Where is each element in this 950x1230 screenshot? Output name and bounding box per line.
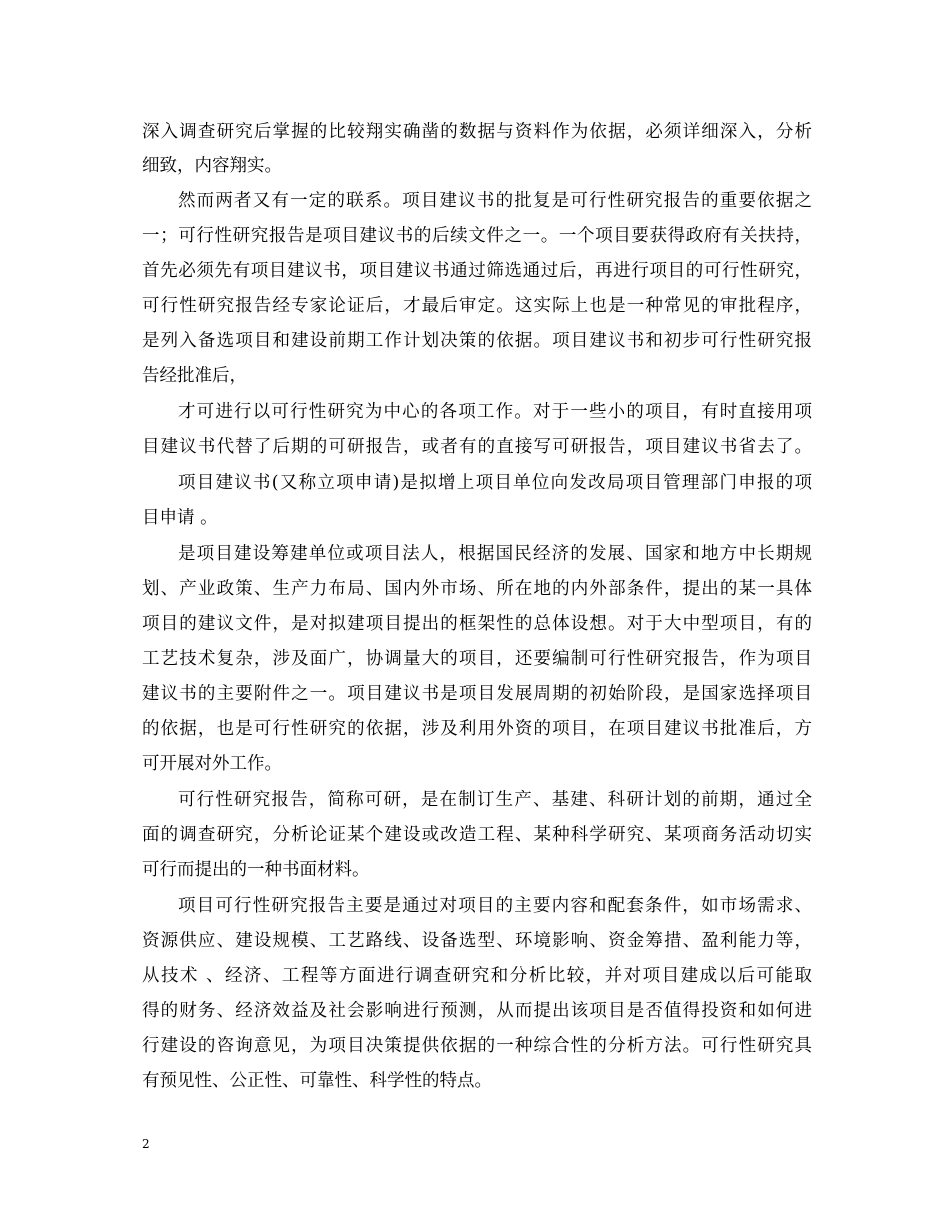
text-line: 项目可行性研究报告主要是通过对项目的主要内容和配套条件，如市场需求、 <box>178 896 812 916</box>
text-line: 工艺技术复杂，涉及面广，协调量大的项目，还要编制可行性研究报告，作为项目 <box>142 649 812 669</box>
text-line: 资源供应、建设规模、工艺路线、设备选型、环境影响、资金筹措、盈利能力等， <box>142 931 812 951</box>
text-line: 告经批准后， <box>142 366 247 386</box>
text-line: 是列入备选项目和建设前期工作计划决策的依据。项目建议书和初步可行性研究报 <box>142 331 812 351</box>
text-line: 有预见性、公正性、可靠性、科学性的特点。 <box>142 1071 492 1091</box>
text-line: 才可进行以可行性研究为中心的各项工作。对于一些小的项目，有时直接用项 <box>178 402 812 422</box>
text-line: 可行而提出的一种书面材料。 <box>142 860 370 880</box>
text-line: 的依据，也是可行性研究的依据，涉及利用外资的项目，在项目建议书批准后，方 <box>142 719 812 739</box>
text-line: 项目的建议文件，是对拟建项目提出的框架性的总体设想。对于大中型项目，有的 <box>142 614 812 634</box>
text-line: 建议书的主要附件之一。项目建议书是项目发展周期的初始阶段，是国家选择项目 <box>142 684 812 704</box>
text-line: 然而两者又有一定的联系。项目建议书的批复是可行性研究报告的重要依据之 <box>178 191 812 211</box>
page-number: 2 <box>142 1137 150 1151</box>
text-line: 可行性研究报告经专家论证后，才最后审定。这实际上也是一种常见的审批程序， <box>142 296 812 316</box>
text-line: 可开展对外工作。 <box>142 754 282 774</box>
text-line: 目建议书代替了后期的可研报告，或者有的直接写可研报告，项目建议书省去了。 <box>142 437 812 457</box>
text-line: 目申请 。 <box>142 508 218 528</box>
text-line: 行建设的咨询意见，为项目决策提供依据的一种综合性的分析方法。可行性研究具 <box>142 1036 812 1056</box>
text-line: 深入调查研究后掌握的比较翔实确凿的数据与资料作为依据，必须详细深入，分析 <box>142 122 812 142</box>
text-line: 是项目建设筹建单位或项目法人，根据国民经济的发展、国家和地方中长期规 <box>178 544 812 564</box>
text-line: 项目建议书(又称立项申请)是拟增上项目单位向发改局项目管理部门申报的项 <box>178 473 812 493</box>
text-line: 划、产业政策、生产力布局、国内外市场、所在地的内外部条件，提出的某一具体 <box>142 579 812 599</box>
text-line: 一；可行性研究报告是项目建议书的后续文件之一。一个项目要获得政府有关扶持， <box>142 226 812 246</box>
text-line: 从技术 、经济、工程等方面进行调查研究和分析比较，并对项目建成以后可能取 <box>142 966 812 986</box>
text-line: 细致，内容翔实。 <box>142 156 282 176</box>
text-line: 面的调查研究，分析论证某个建设或改造工程、某种科学研究、某项商务活动切实 <box>142 825 812 845</box>
text-line: 可行性研究报告，简称可研，是在制订生产、基建、科研计划的前期，通过全 <box>178 790 812 810</box>
text-line: 首先必须先有项目建议书，项目建议书通过筛选通过后，再进行项目的可行性研究， <box>142 261 812 281</box>
text-line: 得的财务、经济效益及社会影响进行预测，从而提出该项目是否值得投资和如何进 <box>142 1001 812 1021</box>
